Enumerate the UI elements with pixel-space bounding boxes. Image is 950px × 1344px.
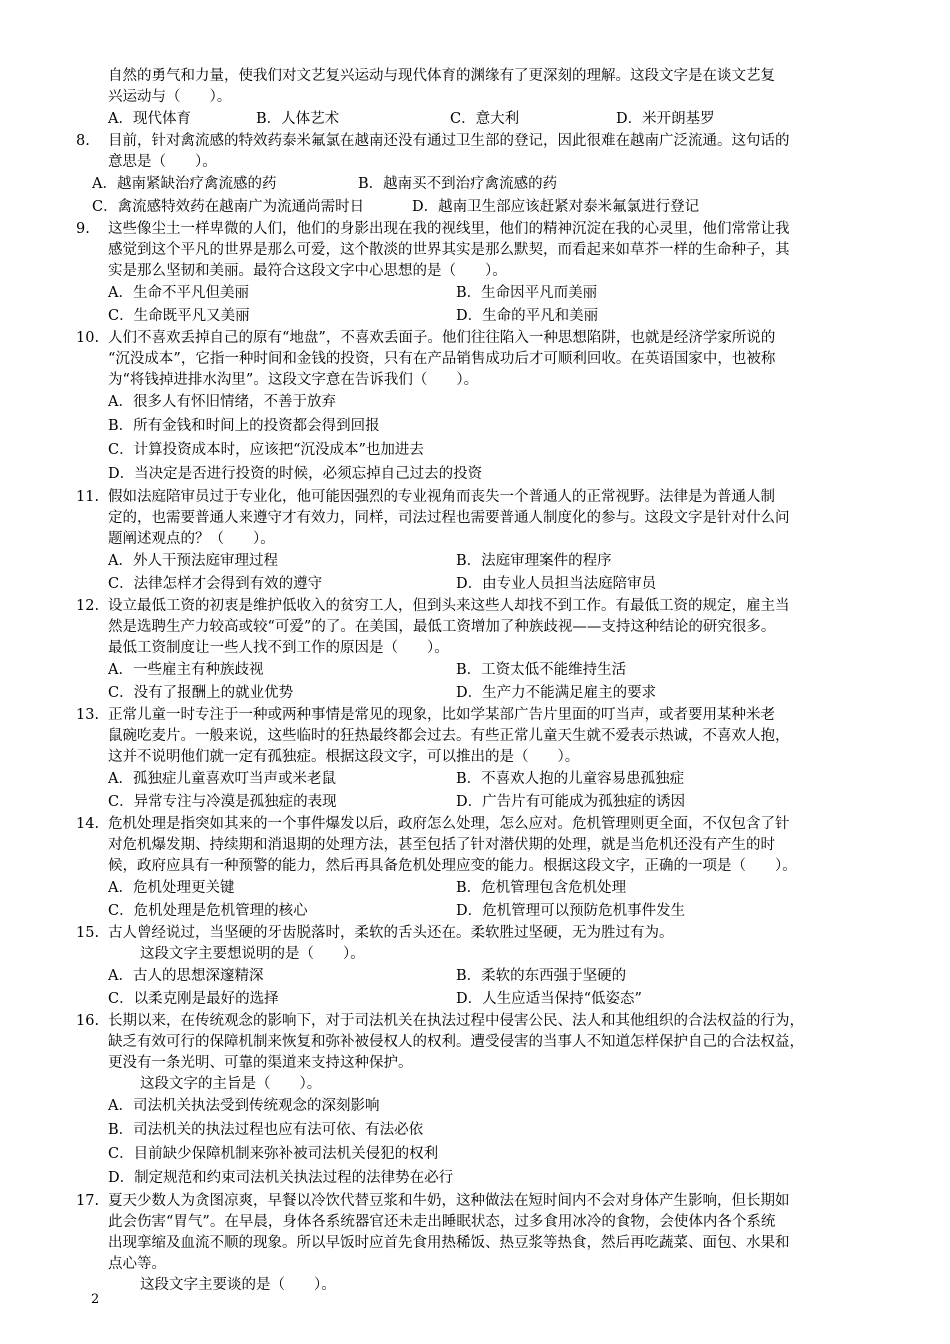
option-c[interactable]: C．以柔克刚是最好的选择 xyxy=(108,991,279,1007)
question-prompt: 这段文字的主旨是（ ）。 xyxy=(140,1076,322,1092)
option-d[interactable]: D．生产力不能满足雇主的要求 xyxy=(456,685,657,701)
option-c[interactable]: C．法律怎样才会得到有效的遵守 xyxy=(108,576,323,592)
question-prompt: 这段文字主要谈的是（ ）。 xyxy=(140,1277,336,1293)
question-text-line: 感觉到这个平凡的世界是那么可爱，这个散淡的世界其实是那么默契，而看起来如草芥一样的生命种子，其 xyxy=(108,242,790,258)
option-a[interactable]: A．外人干预法庭审理过程 xyxy=(108,553,278,569)
option-a[interactable]: A．危机处理更关键 xyxy=(108,880,235,896)
option-b[interactable]: B．危机管理包含危机处理 xyxy=(456,880,627,896)
option-a[interactable]: A．司法机关执法受到传统观念的深刻影响 xyxy=(108,1098,380,1114)
question-list xyxy=(76,66,888,1296)
question-7-continuation xyxy=(76,66,888,131)
option-d[interactable]: D．危机管理可以预防危机事件发生 xyxy=(456,903,686,919)
question-text-line: 更没有一条光明、可靠的渠道来支持这种保护。 xyxy=(108,1055,413,1071)
option-b[interactable]: B．越南买不到治疗禽流感的药 xyxy=(358,176,558,192)
option-a[interactable]: A．很多人有怀旧情绪，不善于放弃 xyxy=(108,394,336,410)
question-number: 9. xyxy=(76,221,90,237)
option-a[interactable]: A．一些雇主有种族歧视 xyxy=(108,662,264,678)
option-b[interactable]: B．不喜欢人抱的儿童容易患孤独症 xyxy=(456,771,685,787)
option-c[interactable]: C．异常专注与冷漠是孤独症的表现 xyxy=(108,794,337,810)
question-text-line: 为“将钱掉进排水沟里”。这段文字意在告诉我们（ ）。 xyxy=(108,372,479,388)
option-b[interactable]: B．人体艺术 xyxy=(256,111,340,127)
question-text-line: 自然的勇气和力量，使我们对文艺复兴运动与现代体育的渊缘有了更深刻的理解。这段文字是在谈文艺复 xyxy=(108,68,775,84)
option-c[interactable]: C．目前缺少保障机制来弥补被司法机关侵犯的权利 xyxy=(108,1146,439,1162)
option-a[interactable]: A．越南紧缺治疗禽流感的药 xyxy=(92,176,277,192)
question-number: 14. xyxy=(76,816,100,832)
question-17 xyxy=(76,1191,888,1296)
question-text-line: 题阐述观点的？（ ）。 xyxy=(108,531,275,547)
option-b[interactable]: B．工资太低不能维持生活 xyxy=(456,662,627,678)
option-d[interactable]: D．当决定是否进行投资的时候，必须忘掉自己过去的投资 xyxy=(108,466,483,482)
question-number: 16. xyxy=(76,1013,100,1029)
option-d[interactable]: D．制定规范和约束司法机关执法过程的法律势在必行 xyxy=(108,1170,454,1186)
question-13 xyxy=(76,705,888,814)
question-text-line: 候，政府应具有一种预警的能力，然后再具备危机处理应变的能力。根据这段文字，正确的一项是（ ）。 xyxy=(108,858,797,874)
question-text-line: 定的，也需要普通人来遵守才有效力，同样，司法过程也需要普通人制度化的参与。这段文字是针对什么问 xyxy=(108,510,790,526)
question-10 xyxy=(76,328,888,487)
question-12 xyxy=(76,596,888,705)
question-text-line: 正常儿童一时专注于一种或两种事情是常见的现象，比如学某部广告片里面的叮当声，或者要用某种米老 xyxy=(108,707,775,723)
question-14 xyxy=(76,814,888,923)
question-8 xyxy=(76,131,888,219)
option-a[interactable]: A．孤独症儿童喜欢叮当声或米老鼠 xyxy=(108,771,336,787)
option-a[interactable]: A．现代体育 xyxy=(108,111,191,127)
question-number: 17. xyxy=(76,1193,100,1209)
question-text-line: 此会伤害“胃气”。在早晨，身体各系统器官还未走出睡眠状态，过多食用冰冷的食物，会使体内各个系统 xyxy=(108,1214,776,1230)
option-d[interactable]: D．越南卫生部应该赶紧对泰米氟氯进行登记 xyxy=(412,199,700,215)
question-9 xyxy=(76,219,888,328)
option-d[interactable]: D．生命的平凡和美丽 xyxy=(456,308,599,324)
option-d[interactable]: D．由专业人员担当法庭陪审员 xyxy=(456,576,657,592)
option-c[interactable]: C．危机处理是危机管理的核心 xyxy=(108,903,308,919)
option-d[interactable]: D．人生应适当保持“低姿态” xyxy=(456,991,642,1007)
option-c[interactable]: C．禽流感特效药在越南广为流通尚需时日 xyxy=(92,199,365,215)
question-text-line: 出现挛缩及血流不顺的现象。所以早饭时应首先食用热稀饭、热豆浆等热食，然后再吃蔬菜、面包、水果和 xyxy=(108,1235,790,1251)
option-c[interactable]: C．没有了报酬上的就业优势 xyxy=(108,685,294,701)
question-text-line: 目前，针对禽流感的特效药泰米氟氯在越南还没有通过卫生部的登记，因此很难在越南广泛流通。这句话的 xyxy=(108,133,790,149)
question-text-line: 鼠碗吃麦片。一般来说，这些临时的狂热最终都会过去。有些正常儿童天生就不爱表示热诚，不喜欢人抱， xyxy=(108,728,790,744)
question-text-line: 意思是（ ）。 xyxy=(108,154,217,170)
question-text-line: 然是选聘生产力较高或较“可爱”的了。在美国，最低工资增加了种族歧视——支持这种结论的研究很多。 xyxy=(108,619,776,635)
question-text-line: 长期以来，在传统观念的影响下，对于司法机关在执法过程中侵害公民、法人和其他组织的合法权益的行为， xyxy=(108,1013,804,1029)
question-text-line: 夏天少数人为贪图凉爽，早餐以冷饮代替豆浆和牛奶，这种做法在短时间内不会对身体产生影响，但长期如 xyxy=(108,1193,790,1209)
question-text-line: 对危机爆发期、持续期和消退期的处理方法，甚至包括了针对潜伏期的处理，就是当危机还没有产生的时 xyxy=(108,837,775,853)
question-text-line: 古人曾经说过，当坚硬的牙齿脱落时，柔软的舌头还在。柔软胜过坚硬，无为胜过有为。 xyxy=(108,925,674,941)
question-number: 8. xyxy=(76,133,90,149)
question-number: 10. xyxy=(76,330,100,346)
question-text-line: 这些像尘土一样卑微的人们，他们的身影出现在我的视线里，他们的精神沉淀在我的心灵里，他们常常让我 xyxy=(108,221,790,237)
question-number: 13. xyxy=(76,707,100,723)
question-text-line: 这并不说明他们就一定有孤独症。根据这段文字，可以推出的是（ ）。 xyxy=(108,749,580,765)
question-text-line: “沉没成本”，它指一种时间和金钱的投资，只有在产品销售成功后才可顺利回收。在英语国家中，也被称 xyxy=(108,351,776,367)
question-text-line: 实是那么坚韧和美丽。最符合这段文字中心思想的是（ ）。 xyxy=(108,263,507,279)
option-a[interactable]: A．生命不平凡但美丽 xyxy=(108,285,249,301)
page-number: 2 xyxy=(91,1292,100,1307)
option-c[interactable]: C．生命既平凡又美丽 xyxy=(108,308,250,324)
option-c[interactable]: C．计算投资成本时，应该把“沉没成本”也加进去 xyxy=(108,442,424,458)
option-b[interactable]: B．法庭审理案件的程序 xyxy=(456,553,612,569)
question-number: 15. xyxy=(76,925,100,941)
option-b[interactable]: B．司法机关的执法过程也应有法可依、有法必依 xyxy=(108,1122,424,1138)
question-text-line: 缺乏有效可行的保障机制来恢复和弥补被侵权人的权利。遭受侵害的当事人不知道怎样保护自己的合法权益， xyxy=(108,1034,804,1050)
question-text-line: 点心等。 xyxy=(108,1256,166,1272)
question-number: 11. xyxy=(76,489,100,505)
question-prompt: 这段文字主要想说明的是（ ）。 xyxy=(140,946,365,962)
option-c[interactable]: C．意大利 xyxy=(450,111,520,127)
question-text-line: 人们不喜欢丢掉自己的原有“地盘”，不喜欢丢面子。他们往往陷入一种思想陷阱，也就是经济学家所说的 xyxy=(108,330,776,346)
option-b[interactable]: B．柔软的东西强于坚硬的 xyxy=(456,968,627,984)
options-row xyxy=(76,108,888,131)
question-text-line: 最低工资制度让一些人找不到工作的原因是（ ）。 xyxy=(108,640,449,656)
question-text-line: 兴运动与（ ）。 xyxy=(108,89,232,105)
question-15 xyxy=(76,923,888,1011)
option-b[interactable]: B．所有金钱和时间上的投资都会得到回报 xyxy=(108,418,380,434)
question-16 xyxy=(76,1011,888,1191)
question-number: 12. xyxy=(76,598,100,614)
option-a[interactable]: A．古人的思想深邃精深 xyxy=(108,968,264,984)
option-b[interactable]: B．生命因平凡而美丽 xyxy=(456,285,598,301)
question-11 xyxy=(76,487,888,596)
option-d[interactable]: D．广告片有可能成为孤独症的诱因 xyxy=(456,794,686,810)
question-text-line: 设立最低工资的初衷是维护低收入的贫穷工人，但到头来这些人却找不到工作。有最低工资的规定，雇主当 xyxy=(108,598,790,614)
question-text-line: 危机处理是指突如其来的一个事件爆发以后，政府怎么处理，怎么应对。危机管理则更全面，不仅包含了针 xyxy=(108,816,790,832)
question-text-line: 假如法庭陪审员过于专业化，他可能因强烈的专业视角而丧失一个普通人的正常视野。法律是为普通人制 xyxy=(108,489,775,505)
option-d[interactable]: D．米开朗基罗 xyxy=(616,111,715,127)
